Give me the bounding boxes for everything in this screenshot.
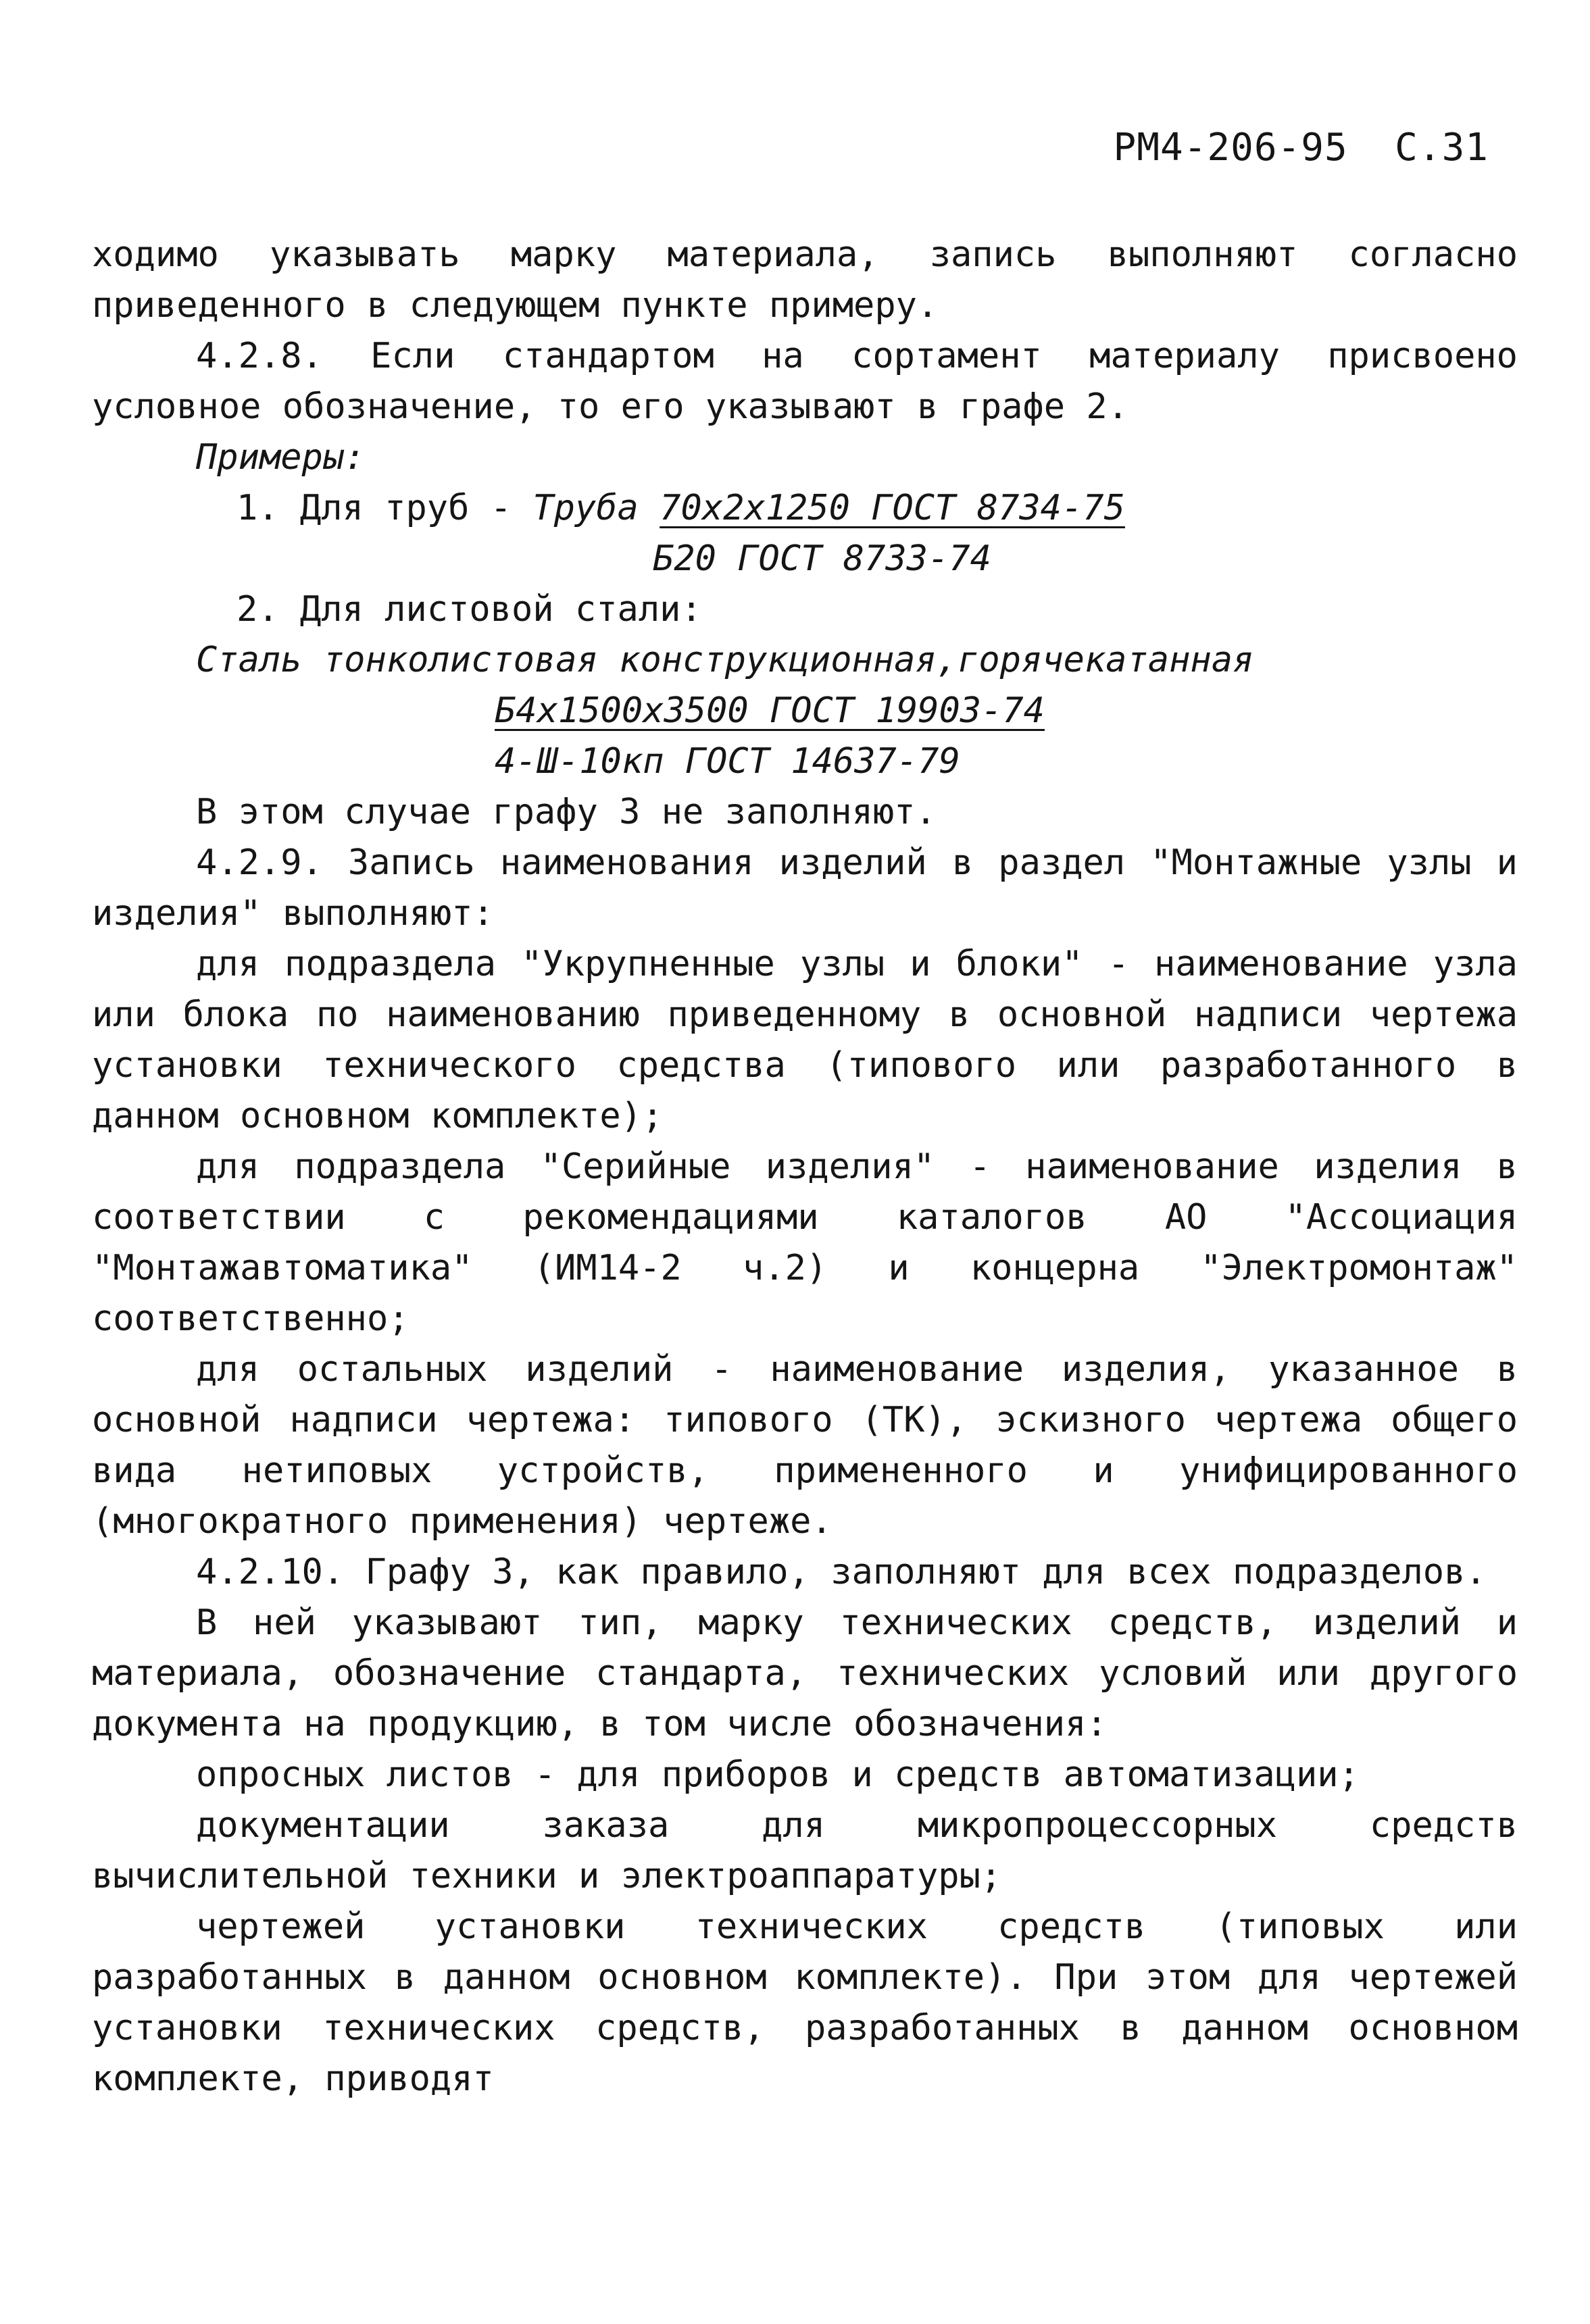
- page-header: [1114, 126, 1489, 170]
- paragraph-enlarged-units: для подраздела "Укрупненные узлы и блоки" - наименование узла или блока по наименованию приведенному в основной надписи чертежа установки технического средства (типового или разработанного в данном основном комплекте);: [92, 944, 1518, 1136]
- example-2-prefix: 2. Для листовой стали:: [237, 589, 702, 630]
- example-1-numerator: 70х2х1250 ГОСТ 8734-75: [660, 488, 1125, 528]
- document-code: РМ4-206-95: [1113, 126, 1348, 170]
- page-number: С.31: [1395, 126, 1489, 170]
- example-2-denominator: 4-Ш-10кп ГОСТ 14637-79: [495, 741, 960, 782]
- paragraph-4-2-9: 4.2.9. Запись наименования изделий в раздел "Монтажные узлы и изделия" выполняют:: [92, 842, 1518, 934]
- document-body: [92, 230, 1518, 2104]
- paragraph-graph3-note: В этом случае графу 3 не заполняют.: [196, 792, 937, 832]
- example-2-numerator-text: Б4х1500х3500 ГОСТ 19903-74: [495, 690, 1045, 731]
- example-1-line: [92, 483, 1518, 534]
- example-2-numerator: [92, 686, 1518, 736]
- paragraph-4-2-8: 4.2.8. Если стандартом на сортамент материалу присвоено условное обозначение, то его указывают в графе 2.: [92, 336, 1518, 427]
- paragraph-4-2-10: 4.2.10. Графу 3, как правило, заполняют для всех подразделов.: [196, 1552, 1487, 1592]
- example-1-prefix: 1. Для труб -: [237, 488, 533, 528]
- example-2-name: Сталь тонколистовая конструкционная,горячекатанная: [196, 640, 1254, 680]
- paragraph-questionnaires: опросных листов - для приборов и средств автоматизации;: [196, 1754, 1360, 1795]
- paragraph-serial-products: для подраздела "Серийные изделия" - наименование изделия в соответствии с рекомендациями каталогов АО "Ассоциация "Монтажавтоматика" (ИМ14-2 ч.2) и концерна "Электромонтаж" соответственно;: [92, 1146, 1518, 1339]
- paragraph-installation-drawings: чертежей установки технических средств (типовых или разработанных в данном основном комплекте). При этом для чертежей установки технических средств, разработанных в данном основном комплекте, приводят: [92, 1906, 1518, 2099]
- example-1-name: Труба: [532, 488, 639, 528]
- examples-label: Примеры:: [196, 437, 366, 478]
- paragraph-continuation: ходимо указывать марку материала, запись выполняют согласно приведенного в следующем пункте примеру.: [92, 234, 1518, 326]
- example-1-denominator: Б20 ГОСТ 8733-74: [653, 538, 991, 579]
- paragraph-order-documentation: документации заказа для микропроцессорных средств вычислительной техники и электроаппаратуры;: [92, 1805, 1518, 1896]
- paragraph-other-products: для остальных изделий - наименование изделия, указанное в основной надписи чертежа: типового (ТК), эскизного чертежа общего вида нетиповых устройств, примененного и унифицированного (многократного применения) чертеже.: [92, 1349, 1518, 1542]
- paragraph-graph3-content: В ней указывают тип, марку технических средств, изделий и материала, обозначение стандарта, технических условий или другого документа на продукцию, в том числе обозначения:: [92, 1602, 1518, 1744]
